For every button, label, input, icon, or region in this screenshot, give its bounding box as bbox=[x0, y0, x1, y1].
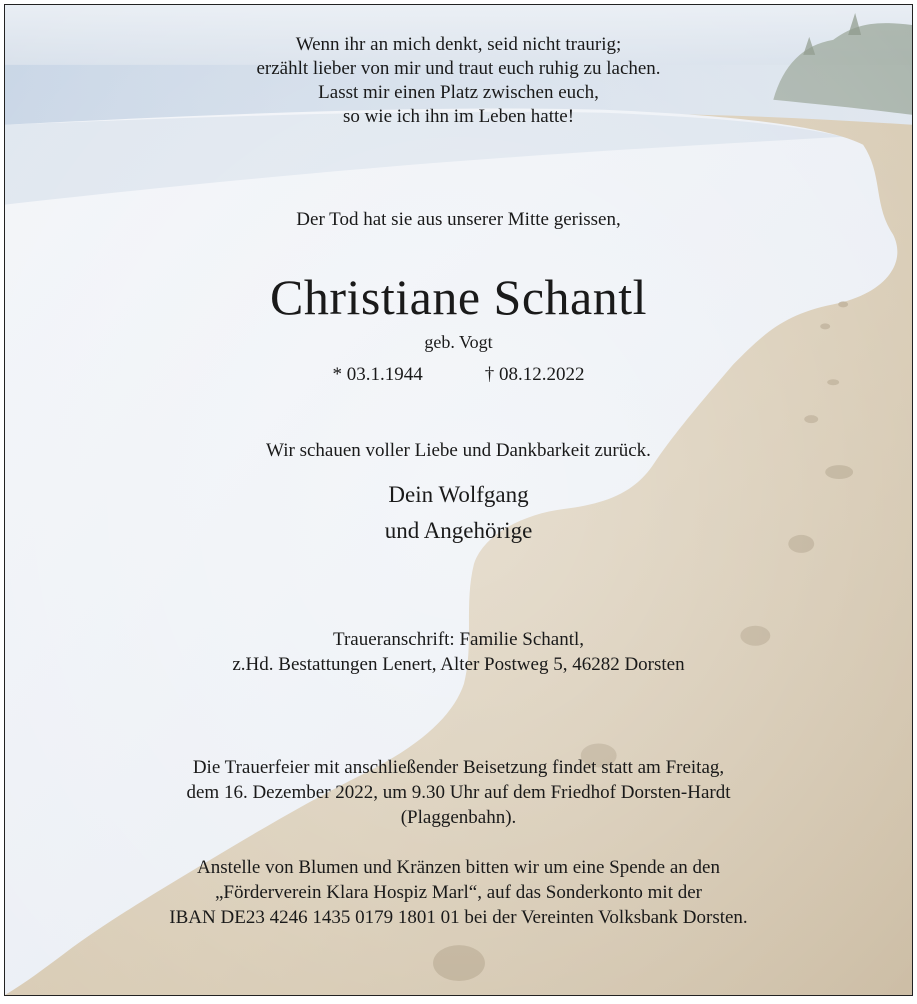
signers bbox=[5, 477, 912, 549]
poem-line: Wenn ihr an mich denkt, seid nicht traurig; bbox=[295, 34, 622, 55]
mourning-address bbox=[5, 627, 912, 677]
signer-line: Dein Wolfgang bbox=[388, 482, 529, 507]
ceremony-line: dem 16. Dezember 2022, um 9.30 Uhr auf dem Friedhof Dorsten-Hardt bbox=[186, 782, 731, 803]
poem-line: Lasst mir einen Platz zwischen euch, bbox=[318, 82, 599, 103]
address-line: z.Hd. Bestattungen Lenert, Alter Postweg 5, 46282 Dorsten bbox=[232, 654, 685, 675]
thanks-text: Wir schauen voller Liebe und Dankbarkeit zurück. bbox=[266, 440, 651, 461]
donation-line: IBAN DE23 4246 1435 0179 1801 01 bei der Vereinten Volksbank Dorsten. bbox=[169, 907, 748, 928]
deceased-name: Christiane Schantl bbox=[270, 269, 647, 325]
signer-line: und Angehörige bbox=[384, 518, 533, 543]
death-date: † 08.12.2022 bbox=[484, 364, 585, 385]
ceremony-line: Die Trauerfeier mit anschließender Beisetzung findet statt am Freitag, bbox=[192, 757, 725, 778]
donation-line: „Förderverein Klara Hospiz Marl“, auf das Sonderkonto mit der bbox=[215, 882, 702, 903]
birth-name: geb. Vogt bbox=[424, 332, 493, 352]
donation-request bbox=[5, 855, 912, 930]
donation-line: Anstelle von Blumen und Kränzen bitten wir um eine Spende an den bbox=[197, 857, 720, 878]
intro-text: Der Tod hat sie aus unserer Mitte gerissen, bbox=[296, 209, 621, 230]
poem-line: so wie ich ihn im Leben hatte! bbox=[342, 106, 575, 127]
obituary-notice bbox=[4, 4, 913, 996]
address-line: Traueranschrift: Familie Schantl, bbox=[333, 629, 584, 650]
poem-line: erzählt lieber von mir und traut euch ruhig zu lachen. bbox=[256, 58, 661, 79]
birth-date: * 03.1.1944 bbox=[332, 364, 423, 385]
life-dates bbox=[5, 363, 912, 387]
funeral-ceremony-info bbox=[5, 755, 912, 830]
ceremony-line: (Plaggenbahn). bbox=[400, 807, 517, 828]
poem bbox=[5, 33, 912, 129]
